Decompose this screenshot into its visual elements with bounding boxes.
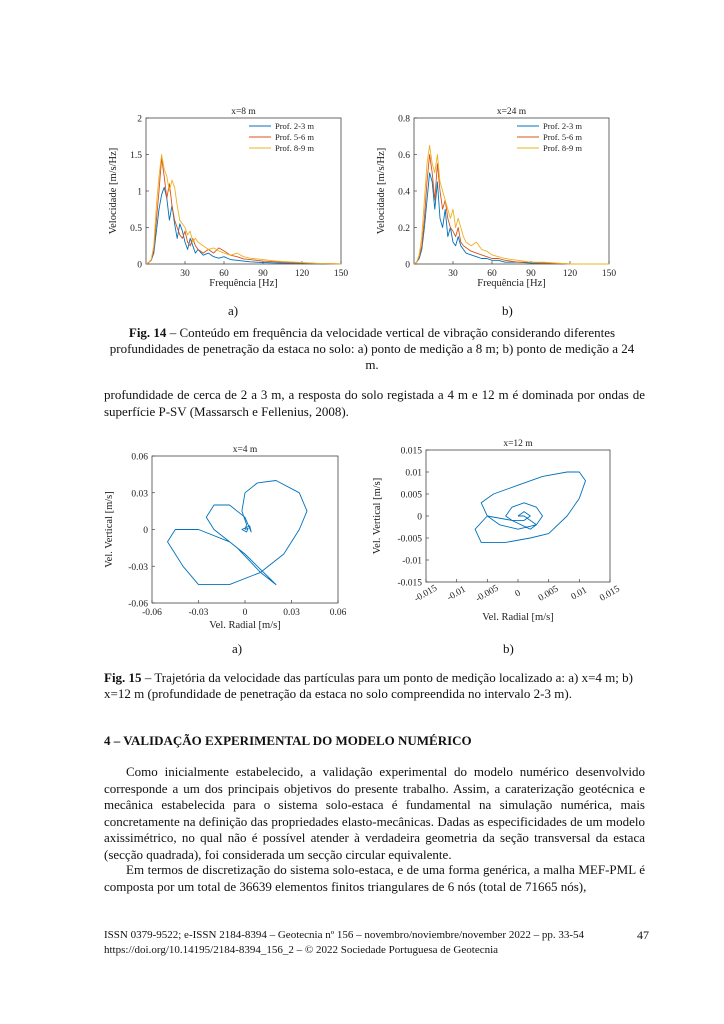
chart1-ylabel: Velocidade [m/s/Hz] [376,147,387,235]
chart0-xtick-label: 90 [258,269,268,279]
fig14-panel-b-label: b) [502,303,513,318]
fig15-caption [104,670,644,702]
chart2-xtick-label: 0 [242,608,248,618]
chart2-xtick-label: 0.06 [329,608,347,618]
chart1-xtick-label: 90 [526,269,536,279]
chart0-legend-label-0: Prof. 2-3 m [275,121,314,131]
footer-doi: https://doi.org/10.14195/2184-8394_156_2 – © 2022 Sociedade Portuguesa de Geotecnia [104,944,499,956]
chart1-ytick-label: 0.8 [398,114,410,125]
fig14-caption-text: – Conteúdo em frequência da velocidade vertical de vibração considerando diferentes profundidades de penetração da estaca no solo: a) ponto de medição a 8 m; b) ponto de medição a 24 m. [109,325,635,372]
chart1-ytick-label: 0 [405,260,410,271]
chart1-legend-label-0: Prof. 2-3 m [543,121,582,131]
chart3-ytick-label: -0.005 [397,534,422,545]
fig14b-chart [372,100,622,305]
paragraph-continuation: profundidade de cerca de 2 a 3 m, a resposta do solo registada a 4 m e 12 m é dominada por ondas de superfície P-SV (Massarsch e Fellenius, 2008). [104,387,645,419]
chart3-xtick-label: 0 [513,588,523,600]
chart0-xtick-label: 30 [180,269,190,279]
page-number: 47 [637,928,649,942]
chart3-ylabel: Vel. Vertical [m/s] [372,477,383,555]
chart0-xlabel: Frequência [Hz] [209,278,278,289]
section-paragraph-1: Como inicialmente estabelecido, a validação experimental do modelo numérico desenvolvido corresponde a um dos principais objetivos do presente trabalho. Assim, a caraterização geotécnica e mecânica estabelecida para o sistema solo-estaca é fundamental na simulação numérica, mais concretamente na definição das propriedades elasto-mecânicas. Dadas as especificidades de um modelo axissimétrico, no qual não é possível atender à verdadeira geometria da seção transversal da estaca (secção quadrada), foi considerada um secção circular equivalente. [104,764,645,862]
chart1-xlabel: Frequência [Hz] [477,278,546,289]
chart2-xtick-label: -0.06 [142,608,162,618]
chart1-legend-label-2: Prof. 8-9 m [543,143,582,153]
fig15-caption-number: Fig. 15 [104,670,142,685]
footer-issn: ISSN 0379-9522; e-ISSN 2184-8394 – Geotecnia nº 156 – novembro/noviembre/november 2022 – pp. 33-54 [104,929,585,941]
chart2-xtick-label: 0.03 [283,608,300,618]
chart0-ytick-label: 1 [137,187,142,198]
fig15a-chart [100,440,360,640]
chart3-ytick-label: 0 [417,512,422,523]
chart3-series-0-line [475,472,585,542]
fig14-caption-number: Fig. 14 [128,325,167,340]
chart2-ylabel: Vel. Vertical [m/s] [104,491,115,568]
chart0-xtick-label: 150 [333,269,349,279]
chart1-xtick-label: 60 [487,269,497,279]
chart3-xtick-label: 0.005 [536,584,561,604]
chart2-ytick-label: -0.03 [128,562,148,573]
fig14-caption [104,325,640,373]
chart0-title: x=8 m [231,107,256,117]
chart0-ytick-label: 1.5 [130,151,142,161]
chart1-xtick-label: 30 [448,269,458,279]
chart2-ytick-label: 0.03 [131,489,148,500]
chart0-legend-label-2: Prof. 8-9 m [275,143,314,153]
chart0-series-0-line [146,187,341,264]
chart2-ytick-label: -0.06 [128,599,148,610]
chart0-series-2-line [146,155,341,265]
chart3-xlabel: Vel. Radial [m/s] [482,612,554,623]
fig15-panel-b-label: b) [503,641,514,656]
chart0-ylabel: Velocidade [m/s/Hz] [108,147,119,235]
chart3-xtick-label: -0.01 [445,584,468,604]
chart1-series-2-line [414,145,609,264]
chart0-ytick-label: 0.5 [130,224,142,234]
chart1-ytick-label: 0.2 [398,224,410,234]
chart1-xtick-label: 120 [562,269,578,279]
chart3-ytick-label: 0.01 [405,468,422,479]
chart3-ytick-label: 0.015 [400,446,422,457]
chart0-xtick-label: 60 [219,269,229,279]
page-footer [104,928,649,958]
chart2-ytick-label: 0 [143,526,148,536]
chart3-xtick-label: 0.015 [598,584,622,604]
chart0-series-1-line [146,158,341,264]
chart1-ytick-label: 0.6 [398,151,410,161]
section-paragraph-2: Em termos de discretização do sistema solo-estaca, e de uma forma genérica, a malha MEF-PML é composta por um total de 36639 elementos finitos triangulares de 6 nós (total de 71665 nós), [104,862,645,894]
chart2-title: x=4 m [232,445,258,455]
chart3-xtick-label: -0.015 [412,583,440,605]
fig14a-chart [104,100,354,305]
chart0-ytick-label: 2 [137,114,142,125]
chart1-xtick-label: 150 [601,269,617,279]
fig15-caption-text: – Trajetória da velocidade das partículas para um ponto de medição localizado a: a) x=4 m; b) x=12 m (profundidade de penetração da estaca no solo compreendida no intervalo 2-3 m). [104,670,633,701]
chart2-xtick-label: -0.03 [188,608,209,618]
chart0-xtick-label: 120 [294,269,310,279]
section-heading: 4 – VALIDAÇÃO EXPERIMENTAL DO MODELO NUMÉRICO [104,733,472,748]
chart2-ytick-label: 0.06 [131,452,148,463]
chart0-legend-label-1: Prof. 5-6 m [275,132,314,142]
chart1-series-0-line [414,173,609,264]
chart2-series-0-line [168,481,308,585]
chart3-ytick-label: -0.01 [402,556,422,567]
chart1-title: x=24 m [496,107,527,117]
chart3-xtick-label: -0.005 [474,583,501,605]
fig14-panel-a-label: a) [228,303,239,318]
chart0-ytick-label: 0 [137,260,142,271]
chart1-ytick-label: 0.4 [398,187,410,198]
chart3-ytick-label: -0.015 [397,578,422,589]
chart1-series-1-line [414,155,609,265]
fig15b-chart [368,432,630,637]
chart3-xtick-label: 0.01 [569,585,590,603]
chart3-title: x=12 m [503,439,533,449]
chart2-xlabel: Vel. Radial [m/s] [209,620,281,631]
chart3-ytick-label: 0.005 [400,490,422,501]
fig15-panel-a-label: a) [232,641,243,656]
chart1-legend-label-1: Prof. 5-6 m [543,132,582,142]
